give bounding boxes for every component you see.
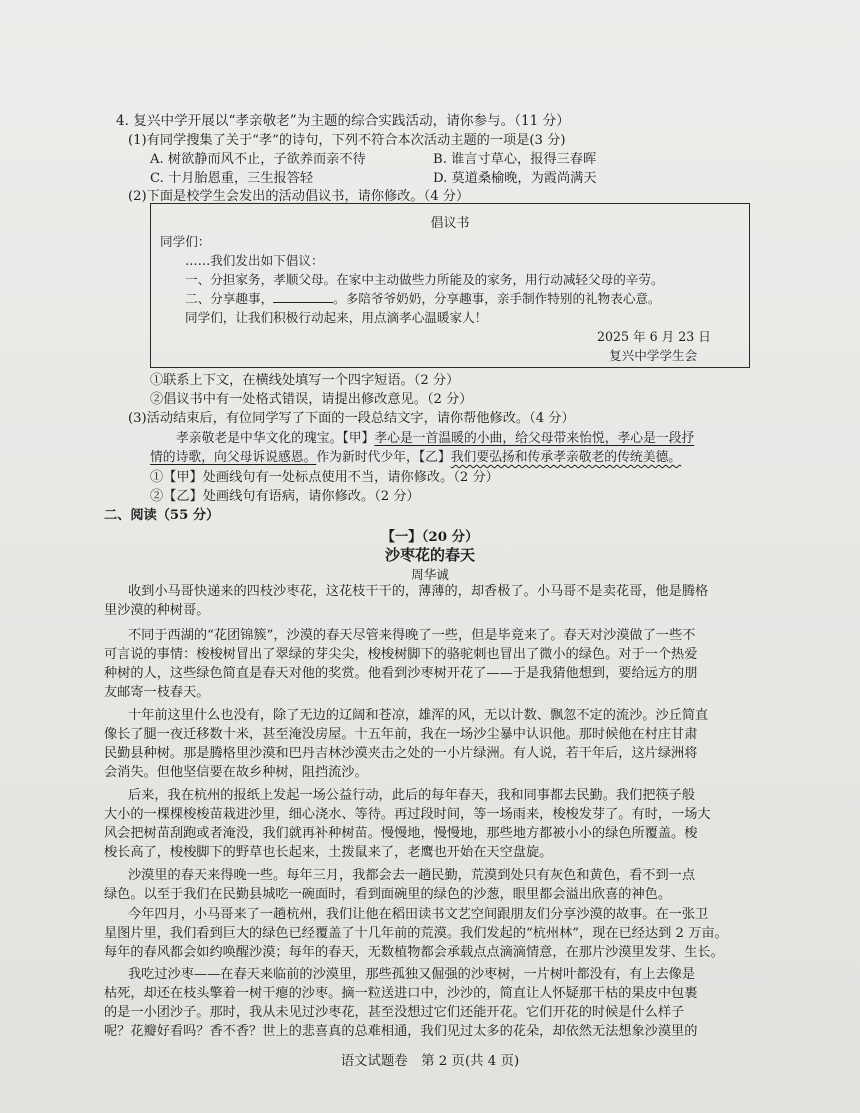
option-d: D. 莫道桑榆晚，为霞尚满天 (433, 171, 597, 186)
page-footer: 语文试题卷 第 2 页(共 4 页) (340, 1054, 520, 1069)
proposal-line2: 一、分担家务，孝顺父母。在家中主动做些力所能及的家务，用行动减轻父母的辛劳。 (185, 272, 664, 287)
summary-line2 (150, 449, 681, 467)
subq-4: ②【乙】处画线句有语病，请你修改。（2 分） (150, 489, 420, 504)
body-line: 收到小马哥快递来的四枝沙枣花，这花枝干干的，薄薄的，却香极了。小马哥不是卖花哥，他是腾格 (128, 584, 709, 599)
proposal-title: 倡议书 (430, 216, 470, 231)
q4-part1: (1)有同学搜集了关于“孝”的诗句，下列不符合本次活动主题的一项是(3 分) (128, 133, 566, 148)
body-line: 十年前这里什么也没有，除了无边的辽阔和苍凉，雄浑的风，无以计数、飘忽不定的流沙。沙丘简直 (128, 708, 709, 723)
blank-line (273, 290, 333, 303)
body-line: 种树的人，这些绿色简直是春天对他的奖赏。他看到沙枣树开花了——于是我猜他想到，要给远方的朋 (104, 666, 698, 681)
body-line: 大小的一棵棵梭梭苗栽进沙里，细心浇水、等待。再过段时间，等一场雨来，梭梭发芽了。有时，一场大 (104, 807, 711, 822)
underline-jia: 孝心是一首温暖的小曲，给父母带来怡悦，孝心是一段抒 (374, 431, 695, 446)
summary-line1 (176, 430, 694, 448)
article-author: 周华诚 (411, 567, 449, 582)
summary-line1-start: 孝亲敬老是中华文化的瑰宝。【甲】 (176, 431, 375, 446)
q4-stem: 4. 复兴中学开展以“孝亲敬老”为主题的综合实践活动，请你参与。（11 分） (116, 113, 570, 129)
section-heading: 二、阅读（55 分） (104, 508, 220, 523)
proposal-line4: 同学们，让我们积极行动起来，用点滴孝心温暖家人！ (185, 310, 488, 325)
option-a: A. 树欲静而风不止，子欲养而亲不待 (150, 152, 366, 167)
body-line: 后来，我在杭州的报纸上发起一场公益行动，此后的每年春天，我和同事都去民勤。我们把筷子般 (128, 788, 696, 803)
option-c: C. 十月胎恩重，三生报答轻 (150, 171, 314, 186)
body-line: 沙漠里的春天来得晚一些。每年三月，我都会去一趟民勤，荒漠到处只有灰色和黄色，看不到一点 (128, 868, 696, 883)
body-line: 可言说的事情：梭梭树冒出了翠绿的芽尖尖，梭梭树脚下的骆驼刺也冒出了微小的绿色。对于一个热爱 (104, 647, 698, 662)
body-line: 的是一小团沙子。那时，我从未见过沙枣花，甚至没想过它们还能开花。它们开花的时候是什么样子 (104, 1005, 685, 1020)
underline-jia-end: 情的诗歌，向父母诉说感恩。 (150, 450, 317, 465)
proposal-date: 2025 年 6 月 23 日 (597, 329, 711, 344)
body-line: 今年四月，小马哥来了一趟杭州，我们让他在稻田读书文艺空间跟朋友们分享沙漠的故事。在一张卫 (128, 907, 709, 922)
body-line: 像长了腿一夜迁移数十米，甚至淹没房屋。十五年前，我在一场沙尘暴中认识他。那时候他在村庄甘肃 (104, 727, 698, 742)
part-label: 【一】（20 分） (381, 529, 479, 545)
underline-yi: 我们要弘扬和传承孝亲敬老的传统美德。 (450, 450, 682, 465)
q4-part2: (2)下面是校学生会发出的活动倡议书，请你修改。（4 分） (128, 189, 470, 204)
body-line: 我吃过沙枣——在春天来临前的沙漠里，那些孤独又倔强的沙枣树，一片树叶都没有，有上去像是 (128, 967, 696, 982)
body-line: 梭长高了，梭梭脚下的野草也长起来，土拨鼠来了，老鹰也开始在天空盘旋。 (104, 845, 553, 860)
proposal-signer: 复兴中学学生会 (609, 348, 698, 363)
body-line: 风会把树苗刮跑或者淹没，我们就再补种树苗。慢慢地，慢慢地，那些地方都被小小的绿色所覆盖。梭 (104, 826, 698, 841)
body-line: 绿色。以至于我们在民勤县城吃一碗面时，看到面碗里的绿色的沙葱，眼里都会溢出欣喜的神色。 (104, 887, 672, 902)
article-title: 沙枣花的春天 (384, 546, 475, 564)
body-line: 民勤县种树。那是腾格里沙漠和巴丹吉林沙漠夹击之处的一小片绿洲。有人说，若干年后，这片绿洲将 (104, 746, 698, 761)
body-line: 每年的春风都会如约唤醒沙漠；每年的春天，无数植物都会承载点点滴滴情意，在那片沙漠里发芽、生长。 (104, 945, 724, 960)
proposal-greeting: 同学们： (160, 234, 211, 249)
proposal-line1: ……我们发出如下倡议： (185, 253, 324, 268)
body-line: 枯死，却还在枝头擎着一树干瘪的沙枣。摘一粒送进口中，沙沙的，简直让人怀疑那干枯的果皮中包裹 (104, 986, 698, 1001)
proposal-line3-end: 。多陪爷爷奶奶，分享趣事，亲手制作特别的礼物表心意。 (333, 291, 661, 306)
body-line: 里沙漠的种树哥。 (104, 603, 210, 618)
subq-3: ①【甲】处画线句有一处标点使用不当，请你修改。（2 分） (150, 470, 499, 485)
body-line: 不同于西湖的“花团锦簇”，沙漠的春天尽管来得晚了一些，但是毕竟来了。春天对沙漠做了一些不 (128, 628, 696, 643)
summary-line2-mid: 作为新时代少年，【乙】 (316, 450, 451, 465)
body-line: 呢？花瓣好看吗？香不香？世上的悲喜真的总难相通，我们见过太多的花朵，却依然无法想象沙漠里的 (104, 1024, 698, 1039)
subq-1: ①联系上下文，在横线处填写一个四字短语。（2 分） (150, 373, 460, 388)
subq-2: ②倡议书中有一处格式错误，请提出修改意见。（2 分） (150, 392, 473, 407)
proposal-line3-start: 二、分享趣事， (185, 291, 274, 306)
q4-part3: (3)活动结束后，有位同学写了下面的一段总结文字，请你帮他修改。（4 分） (128, 411, 575, 426)
body-line: 友邮寄一枝春天。 (104, 685, 210, 700)
body-line: 星图片里，我们看到巨大的绿色已经覆盖了十几年前的荒漠。我们发起的“杭州林”，现在已经达到 2 万亩。 (104, 926, 728, 941)
option-b: B. 谁言寸草心，报得三春晖 (433, 152, 597, 167)
body-line: 会消失。但他坚信要在故乡种树，阻挡流沙。 (104, 765, 368, 780)
proposal-line3 (185, 290, 661, 308)
